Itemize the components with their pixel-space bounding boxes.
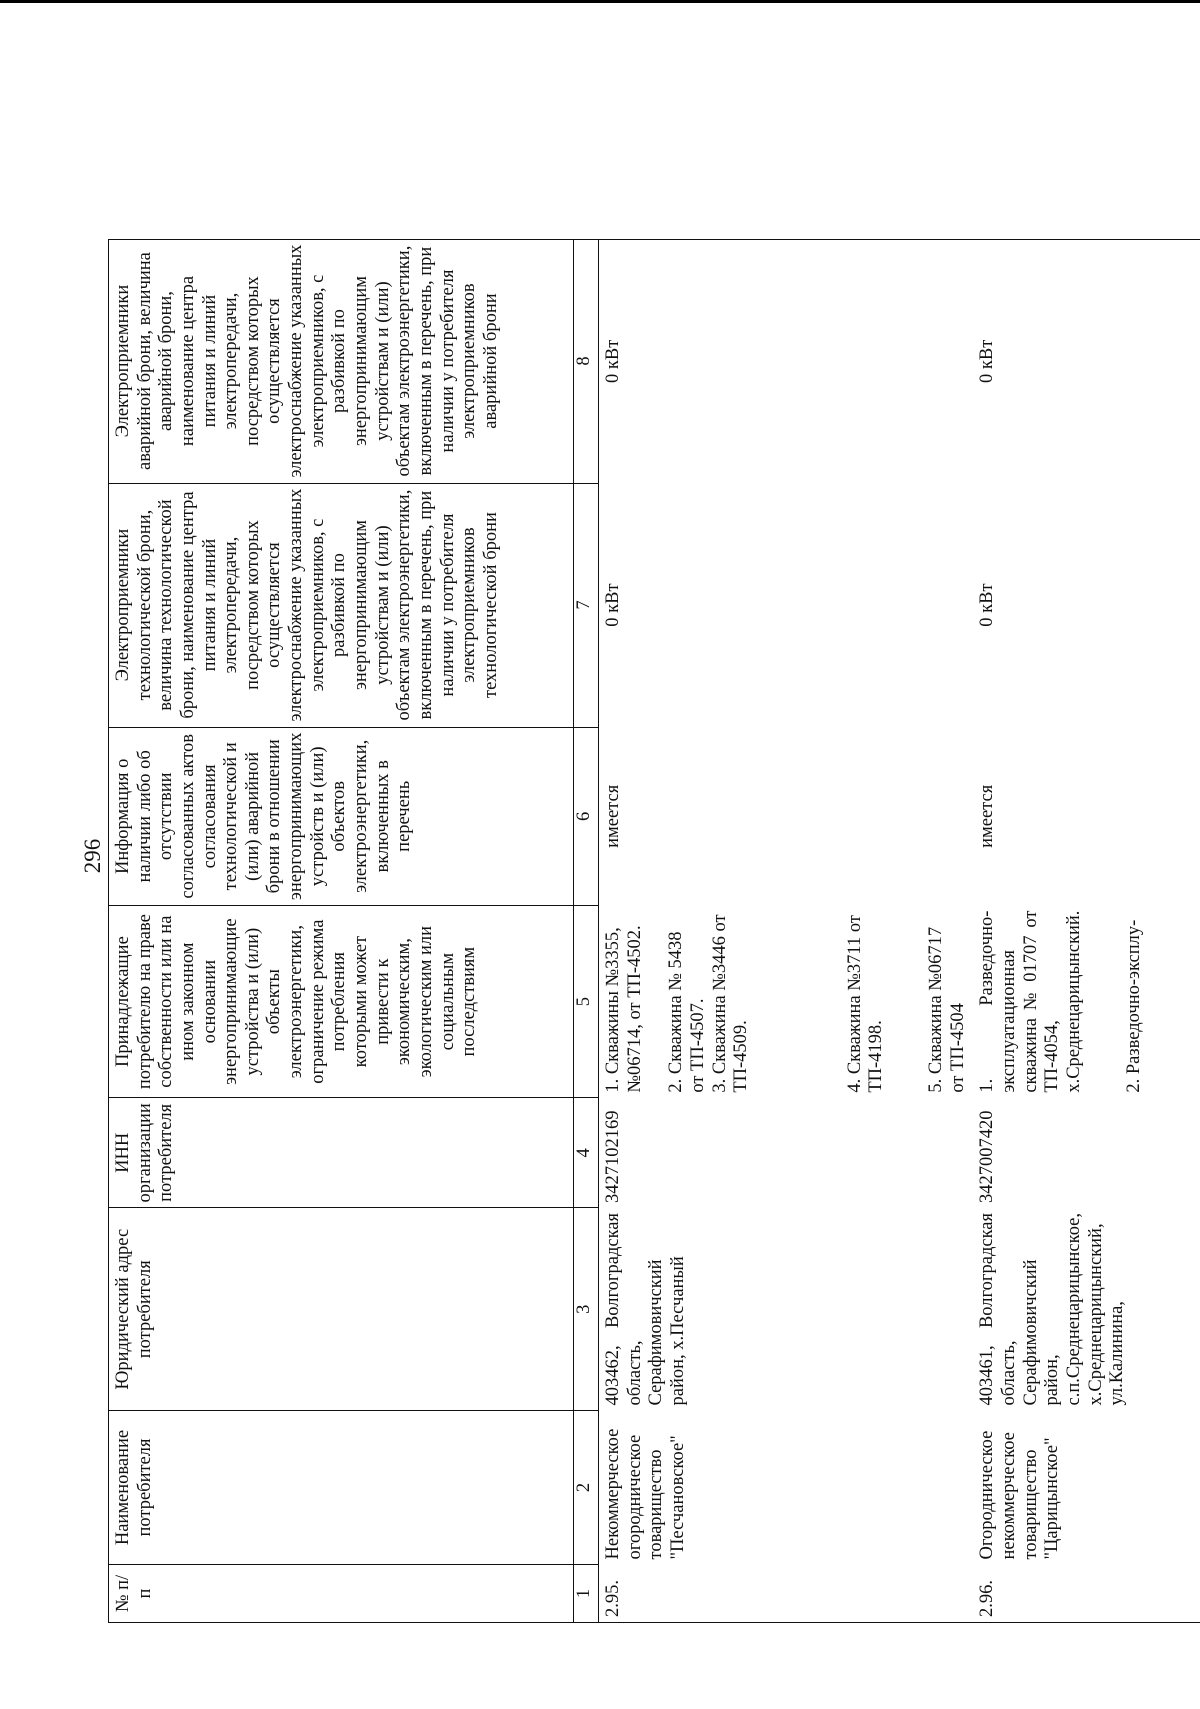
column-number: 7 <box>574 483 599 727</box>
header-cell-number: № п/п <box>109 1565 574 1623</box>
column-number: 6 <box>574 727 599 906</box>
header-cell-emergency-reserve: Электроприемники аварийной брони, величина аварийной брони, наименование центра питания и линий электропередачи, посредством которых осуществляется электроснабжение указанных электроприемников, с разбивкой по энергопринимающим устройствам и (или) объектам электроэнергетики, включенным в перечень, при наличии у потребителя электроприемников аварийной брони <box>109 239 574 483</box>
header-cell-tech-reserve: Электроприемники технологической брони, величина технологической брони, наименование центра питания и линий электропередачи, посредством которых осуществляется электроснабжение указанных электроприемников, с разбивкой по энергопринимающим устройствам и (или) объектам электроэнергетики, включенным в перечень, при наличии у потребителя электроприемников технологической брони <box>109 483 574 727</box>
acts-status: имеется <box>603 784 623 848</box>
consumer-table <box>108 239 1200 1623</box>
column-number: 4 <box>574 1098 599 1208</box>
device-item: 2. Разведочно-эксплу- <box>1123 919 1144 1093</box>
device-item: 1. Разведочно-эксплуатационная скважина № 01707 от ТП-4054, х.Среднецарицынский. <box>977 910 1084 1093</box>
column-number: 2 <box>574 1411 599 1565</box>
consumer-devices <box>599 906 974 1098</box>
device-item: 3. Скважина №3446 от ТП-4509. <box>709 914 752 1093</box>
tech-reserve-value: 0 кВт <box>603 583 623 627</box>
header-cell-acts: Информация о наличии либо об отсутствии согласованных актов согласования технологической и (или) аварийной брони в отношении энергопринимающих устройств и (или) объектов электроэнергетики, включенных в перечень <box>109 727 574 906</box>
row-number: 2.95. <box>599 1565 974 1623</box>
consumer-name: Огородническое некоммерческое товарищество "Царицынское" <box>977 1430 1063 1560</box>
header-cell-name: Наименование потребителя <box>109 1411 574 1565</box>
tech-reserve-value: 0 кВт <box>977 583 998 627</box>
consumer-inn: 3427007420 <box>977 1110 998 1203</box>
column-number: 1 <box>574 1565 599 1623</box>
table-header-row <box>109 239 574 1622</box>
emergency-reserve-value: 0 кВт <box>973 239 1200 483</box>
row-number: 2.96. <box>973 1565 1200 1623</box>
device-item: 2. Скважина № 5438 от ТП-4507. <box>666 931 708 1093</box>
column-number: 5 <box>574 906 599 1098</box>
consumer-devices <box>973 906 1200 1098</box>
device-item: 5. Скважина №06717 от ТП-4504 <box>926 926 968 1093</box>
consumer-inn: 3427102169 <box>603 1110 623 1203</box>
table-row <box>599 239 974 1622</box>
table-row <box>973 239 1200 1622</box>
column-number-row <box>574 239 599 1622</box>
device-item: 4. Скважина №3711 от ТП-4198. <box>844 915 887 1093</box>
acts-status: имеется <box>977 784 998 848</box>
emergency-reserve-value: 0 кВт <box>599 239 974 483</box>
consumer-address: 403461, Волгоградская область, Серафимовичский район, с.п.Среднецарицынское, х.Среднецарицынский, ул.Калинина, <box>977 1212 1128 1406</box>
column-number: 3 <box>574 1208 599 1411</box>
consumer-name: Некоммерческое огородническое товарищество "Песчановское" <box>603 1428 688 1560</box>
column-number: 8 <box>574 239 599 483</box>
header-cell-address: Юридический адрес потребителя <box>109 1208 574 1411</box>
device-item: 1. Скважины №3355, №06714, от ТП-4502. <box>603 925 645 1093</box>
consumer-address: 403462, Волгоградская область, Серафимовичский район, х.Песчаный <box>603 1212 688 1406</box>
page-number: 296 <box>80 838 105 874</box>
header-cell-inn: ИНН организации потребителя <box>109 1098 574 1208</box>
header-cell-devices: Принадлежащие потребителю на праве собственности или на ином законном основании энергопринимающие устройства и (или) объекты электроэнергетики, ограничение режима потребления которыми может привести к экономическим, экологическим или социальным последствиям <box>109 906 574 1098</box>
